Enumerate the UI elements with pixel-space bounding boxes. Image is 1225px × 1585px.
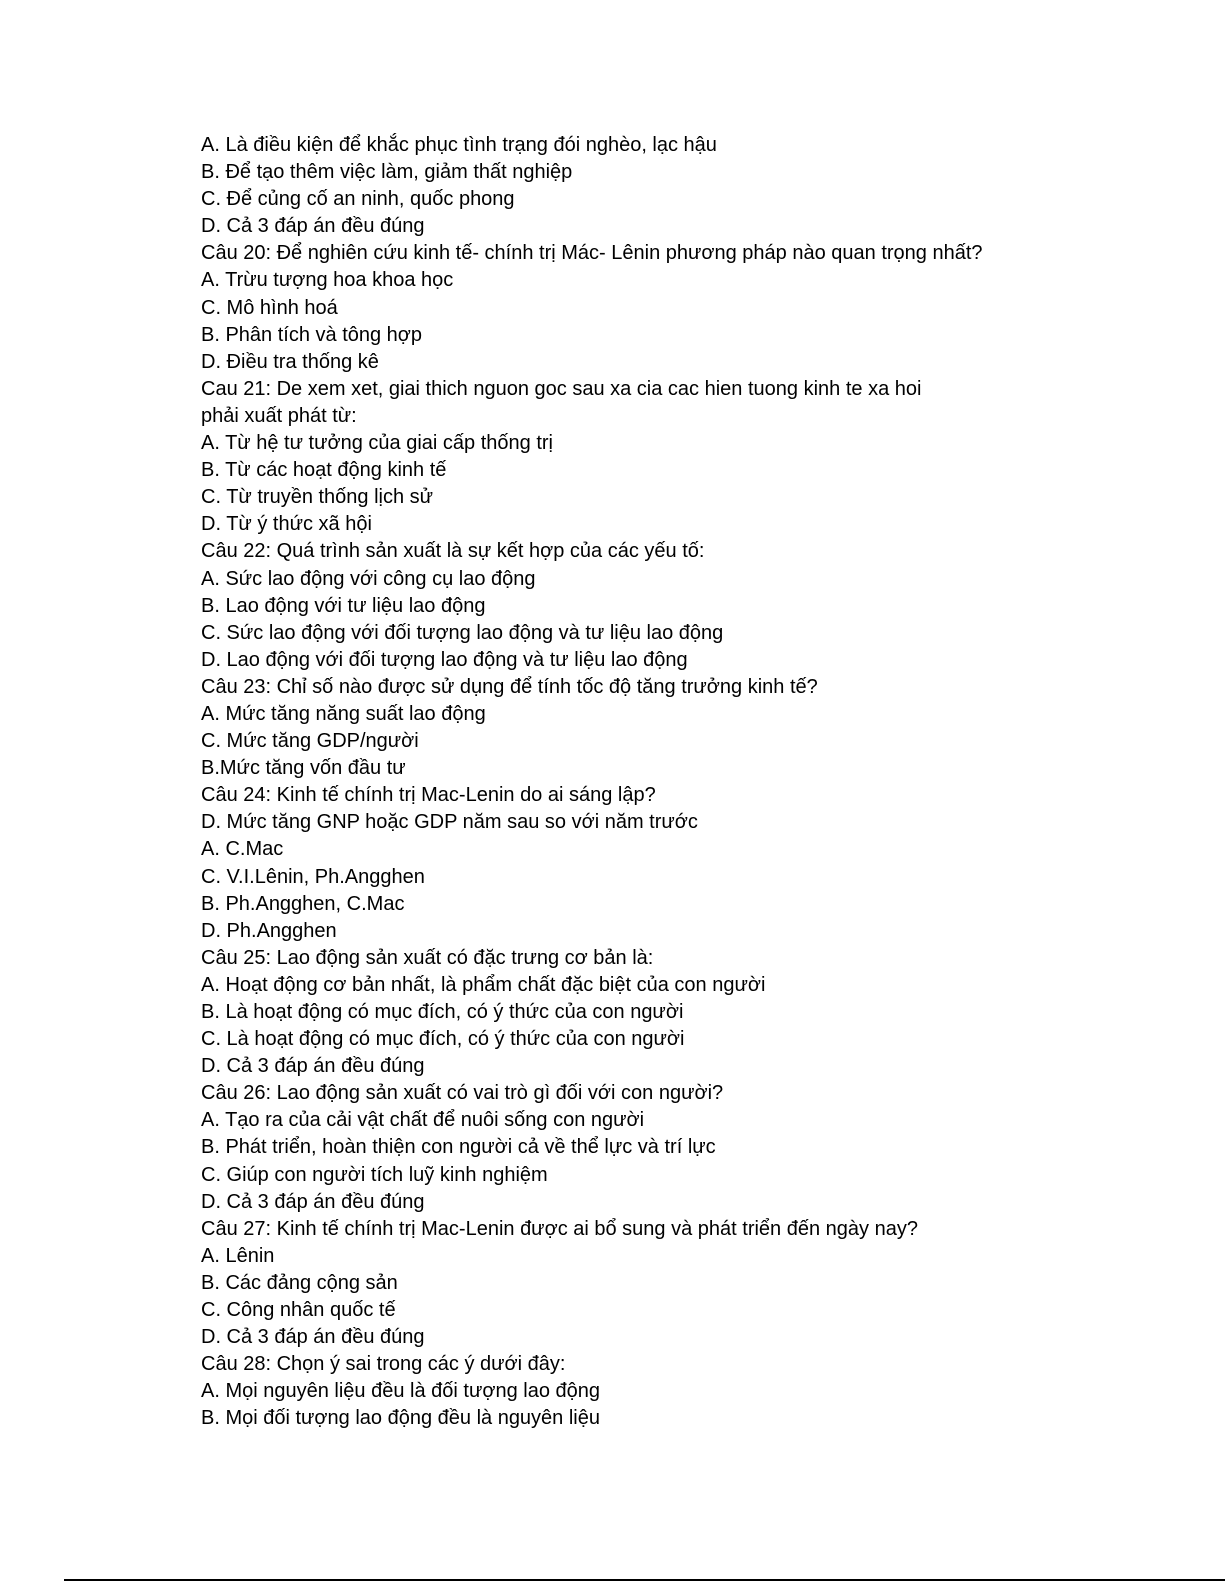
- text-line: B. Phát triển, hoàn thiện con người cả về thể lực và trí lực: [201, 1136, 716, 1159]
- text-line: C. Mức tăng GDP/người: [201, 730, 419, 753]
- text-line: B. Các đảng cộng sản: [201, 1271, 398, 1294]
- question-line: Câu 26: Lao động sản xuất có vai trò gì đối với con người?: [201, 1082, 724, 1105]
- text-line: D. Từ ý thức xã hội: [201, 513, 372, 536]
- question-line: Câu 20: Để nghiên cứu kinh tế- chính trị Mác- Lênin phương pháp nào quan trọng nhất?: [201, 242, 983, 265]
- text-line: D. Lao động với đối tượng lao động và tư liệu lao động: [201, 648, 688, 671]
- text-line: A. Là điều kiện để khắc phục tình trạng đói nghèo, lạc hậu: [201, 134, 717, 156]
- text-line: A. Hoạt động cơ bản nhất, là phẩm chất đặc biệt của con người: [201, 973, 766, 996]
- text-line: B. Lao động với tư liệu lao động: [201, 594, 486, 617]
- question-line: phải xuất phát từ:: [201, 404, 357, 427]
- text-line: B. Từ các hoạt động kinh tế: [201, 459, 447, 482]
- text-line: C. Giúp con người tích luỹ kinh nghiệm: [201, 1163, 548, 1186]
- question-line: Cau 21: De xem xet, giai thich nguon goc sau xa cia cac hien tuong kinh te xa hoi: [201, 377, 922, 400]
- text-line: C. Là hoạt động có mục đích, có ý thức của con người: [201, 1028, 685, 1051]
- text-line: C. Sức lao động với đối tượng lao động và tư liệu lao động: [201, 621, 724, 644]
- text-line: D. Cả 3 đáp án đều đúng: [201, 1190, 425, 1213]
- question-line: Câu 28: Chọn ý sai trong các ý dưới đây:: [201, 1353, 566, 1376]
- text-line: A. Trừu tượng hoa khoa học: [201, 269, 454, 292]
- text-line: C. Từ truyền thống lịch sử: [201, 486, 434, 509]
- text-line: B. Ph.Angghen, C.Mac: [201, 892, 405, 915]
- text-line: C. Công nhân quốc tế: [201, 1299, 396, 1322]
- text-line: C. V.I.Lênin, Ph.Angghen: [201, 865, 425, 888]
- text-line: D. Ph.Angghen: [201, 919, 337, 942]
- text-line: C. Để củng cố an ninh, quốc phong: [201, 188, 515, 211]
- text-line: B. Để tạo thêm việc làm, giảm thất nghiệp: [201, 161, 573, 184]
- text-line: D. Mức tăng GNP hoặc GDP năm sau so với năm trước: [201, 811, 698, 834]
- text-line: A. Mức tăng năng suất lao động: [201, 702, 486, 725]
- question-line: Câu 24: Kinh tế chính trị Mac-Lenin do ai sáng lập?: [201, 784, 656, 807]
- text-line: D. Cả 3 đáp án đều đúng: [201, 215, 425, 238]
- text-line: A. Lênin: [201, 1244, 275, 1267]
- text-line: A. Sức lao động với công cụ lao động: [201, 567, 536, 590]
- text-line: A. Tạo ra của cải vật chất để nuôi sống con người: [201, 1109, 645, 1132]
- text-line: A. C.Mac: [201, 838, 284, 861]
- text-line: D. Cả 3 đáp án đều đúng: [201, 1055, 425, 1078]
- text-line: C. Mô hình hoá: [201, 296, 338, 319]
- question-line: Câu 25: Lao động sản xuất có đặc trưng cơ bản là:: [201, 946, 654, 969]
- text-line: B.Mức tăng vốn đầu tư: [201, 757, 406, 780]
- text-line: B. Phân tích và tông hợp: [201, 323, 423, 346]
- page-bottom-border: [64, 1579, 1225, 1581]
- question-line: Câu 27: Kinh tế chính trị Mac-Lenin được ai bổ sung và phát triển đến ngày nay?: [201, 1217, 918, 1240]
- document-body: [201, 132, 1101, 1433]
- text-line: B. Mọi đối tượng lao động đều là nguyên liệu: [201, 1407, 600, 1430]
- text-line: A. Từ hệ tư tưởng của giai cấp thống trị: [201, 432, 553, 455]
- text-line: B. Là hoạt động có mục đích, có ý thức của con người: [201, 1001, 684, 1023]
- text-line: D. Cả 3 đáp án đều đúng: [201, 1326, 425, 1349]
- question-line: Câu 22: Quá trình sản xuất là sự kết hợp của các yếu tố:: [201, 540, 705, 563]
- question-line: Câu 23: Chỉ số nào được sử dụng để tính tốc độ tăng trưởng kinh tế?: [201, 675, 818, 698]
- text-line: D. Điều tra thống kê: [201, 350, 379, 373]
- text-line: A. Mọi nguyên liệu đều là đối tượng lao động: [201, 1380, 600, 1403]
